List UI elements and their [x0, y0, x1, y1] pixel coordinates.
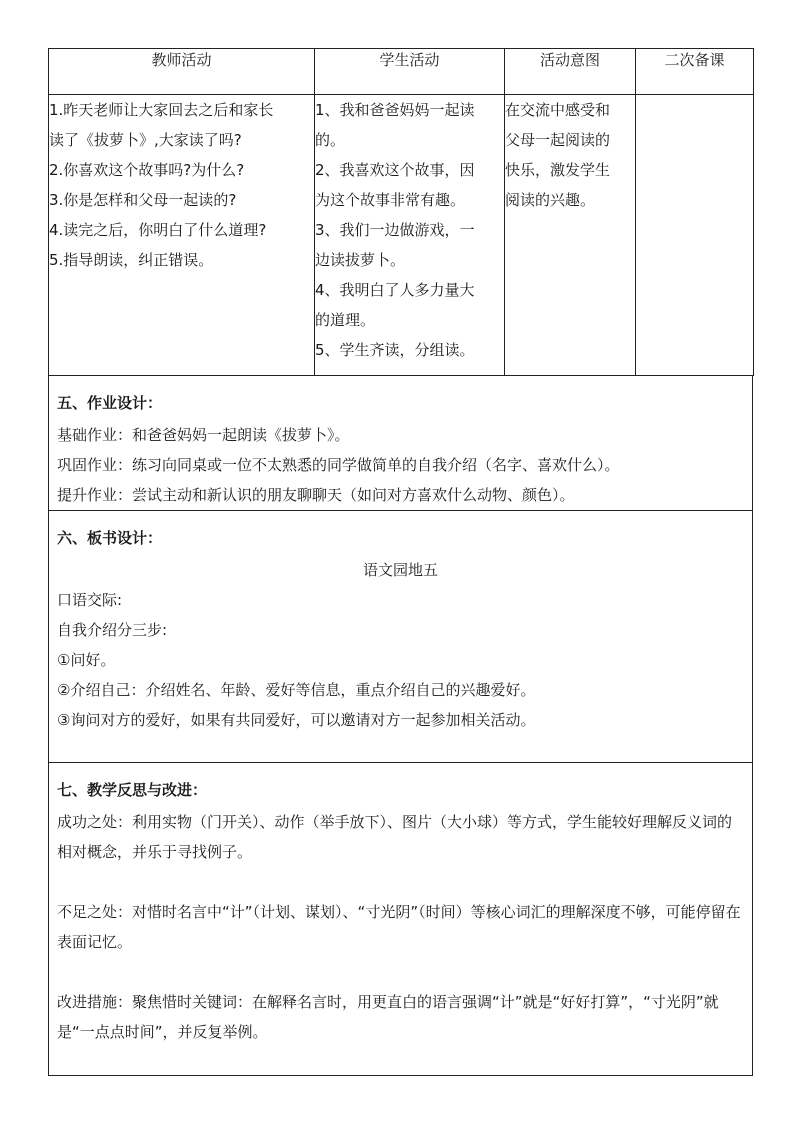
lesson-plan-page — [48, 48, 753, 1076]
board-heading: 语文园地五 — [362, 561, 438, 579]
reflection-improvement: 改进措施：聚焦惜时关键词：在解释名言时，用更直白的语言强调“计”就是“好好打算”，“寸光阴”就是“一点点时间”，并反复举例。 — [57, 993, 719, 1041]
homework-line: 基础作业：和爸爸妈妈一起朗读《拔萝卜》。 — [57, 426, 350, 444]
homework-title: 五、作业设计： — [57, 394, 163, 412]
teacher-line: 1.昨天老师让大家回去之后和家长 — [49, 101, 274, 119]
header-teacher-activity: 教师活动 — [49, 49, 315, 95]
student-line: 为这个故事非常有趣。 — [315, 191, 466, 209]
board-line: 自我介绍分三步: — [57, 621, 168, 639]
teacher-line: 3.你是怎样和父母一起读的? — [49, 191, 237, 209]
student-line: 4、我明白了人多力量大 — [315, 281, 475, 299]
teacher-line: 5.指导朗读，纠正错误。 — [49, 251, 214, 269]
board-title: 六、板书设计： — [57, 529, 163, 547]
header-second-prep: 二次备课 — [636, 49, 754, 95]
teacher-line: 2.你喜欢这个故事吗?为什么? — [49, 161, 245, 179]
student-line: 3、我们一边做游戏，一 — [315, 221, 475, 239]
reflection-shortcoming: 不足之处：对惜时名言中“计”（计划、谋划）、“寸光阴”（时间）等核心词汇的理解深度不够，可能停留在表面记忆。 — [57, 903, 741, 951]
homework-line: 巩固作业：练习向同桌或一位不太熟悉的同学做简单的自我介绍（名字、喜欢什么）。 — [57, 456, 620, 474]
homework-section — [48, 376, 753, 511]
board-line: ③询问对方的爱好，如果有共同爱好，可以邀请对方一起参加相关活动。 — [57, 711, 536, 729]
teacher-activity-cell — [49, 95, 315, 376]
board-line: 口语交际: — [57, 591, 123, 609]
student-line: 2、我喜欢这个故事，因 — [315, 161, 475, 179]
board-design-section — [48, 511, 753, 763]
intent-line: 阅读的兴趣。 — [505, 191, 596, 209]
board-line: ①问好。 — [57, 651, 116, 669]
homework-line: 提升作业：尝试主动和新认识的朋友聊聊天（如问对方喜欢什么动物、颜色）。 — [57, 486, 575, 504]
header-activity-intent: 活动意图 — [505, 49, 636, 95]
activity-table — [48, 48, 754, 376]
intent-line: 快乐，激发学生 — [505, 161, 611, 179]
teacher-line: 4.读完之后，你明白了什么道理? — [49, 221, 267, 239]
reflection-success: 成功之处：利用实物（门开关）、动作（举手放下）、图片（大小球）等方式，学生能较好理解反义词的相对概念，并乐于寻找例子。 — [57, 813, 733, 861]
student-line: 边读拔萝卜。 — [315, 251, 406, 269]
reflection-section — [48, 763, 753, 1076]
teacher-line: 读了《拔萝卜》,大家读了吗? — [49, 131, 242, 149]
table-body-row — [49, 95, 754, 376]
board-line: ②介绍自己：介绍姓名、年龄、爱好等信息，重点介绍自己的兴趣爱好。 — [57, 681, 536, 699]
reflection-title: 七、教学反思与改进： — [57, 781, 208, 799]
activity-intent-cell — [505, 95, 636, 376]
intent-line: 在交流中感受和 — [505, 101, 611, 119]
intent-line: 父母一起阅读的 — [505, 131, 611, 149]
student-line: 的道理。 — [315, 311, 376, 329]
student-line: 的。 — [315, 131, 346, 149]
header-student-activity: 学生活动 — [315, 49, 505, 95]
student-line: 5、学生齐读，分组读。 — [315, 341, 475, 359]
table-header-row — [49, 49, 754, 95]
student-line: 1、我和爸爸妈妈一起读 — [315, 101, 475, 119]
student-activity-cell — [315, 95, 505, 376]
second-prep-cell — [636, 95, 754, 376]
